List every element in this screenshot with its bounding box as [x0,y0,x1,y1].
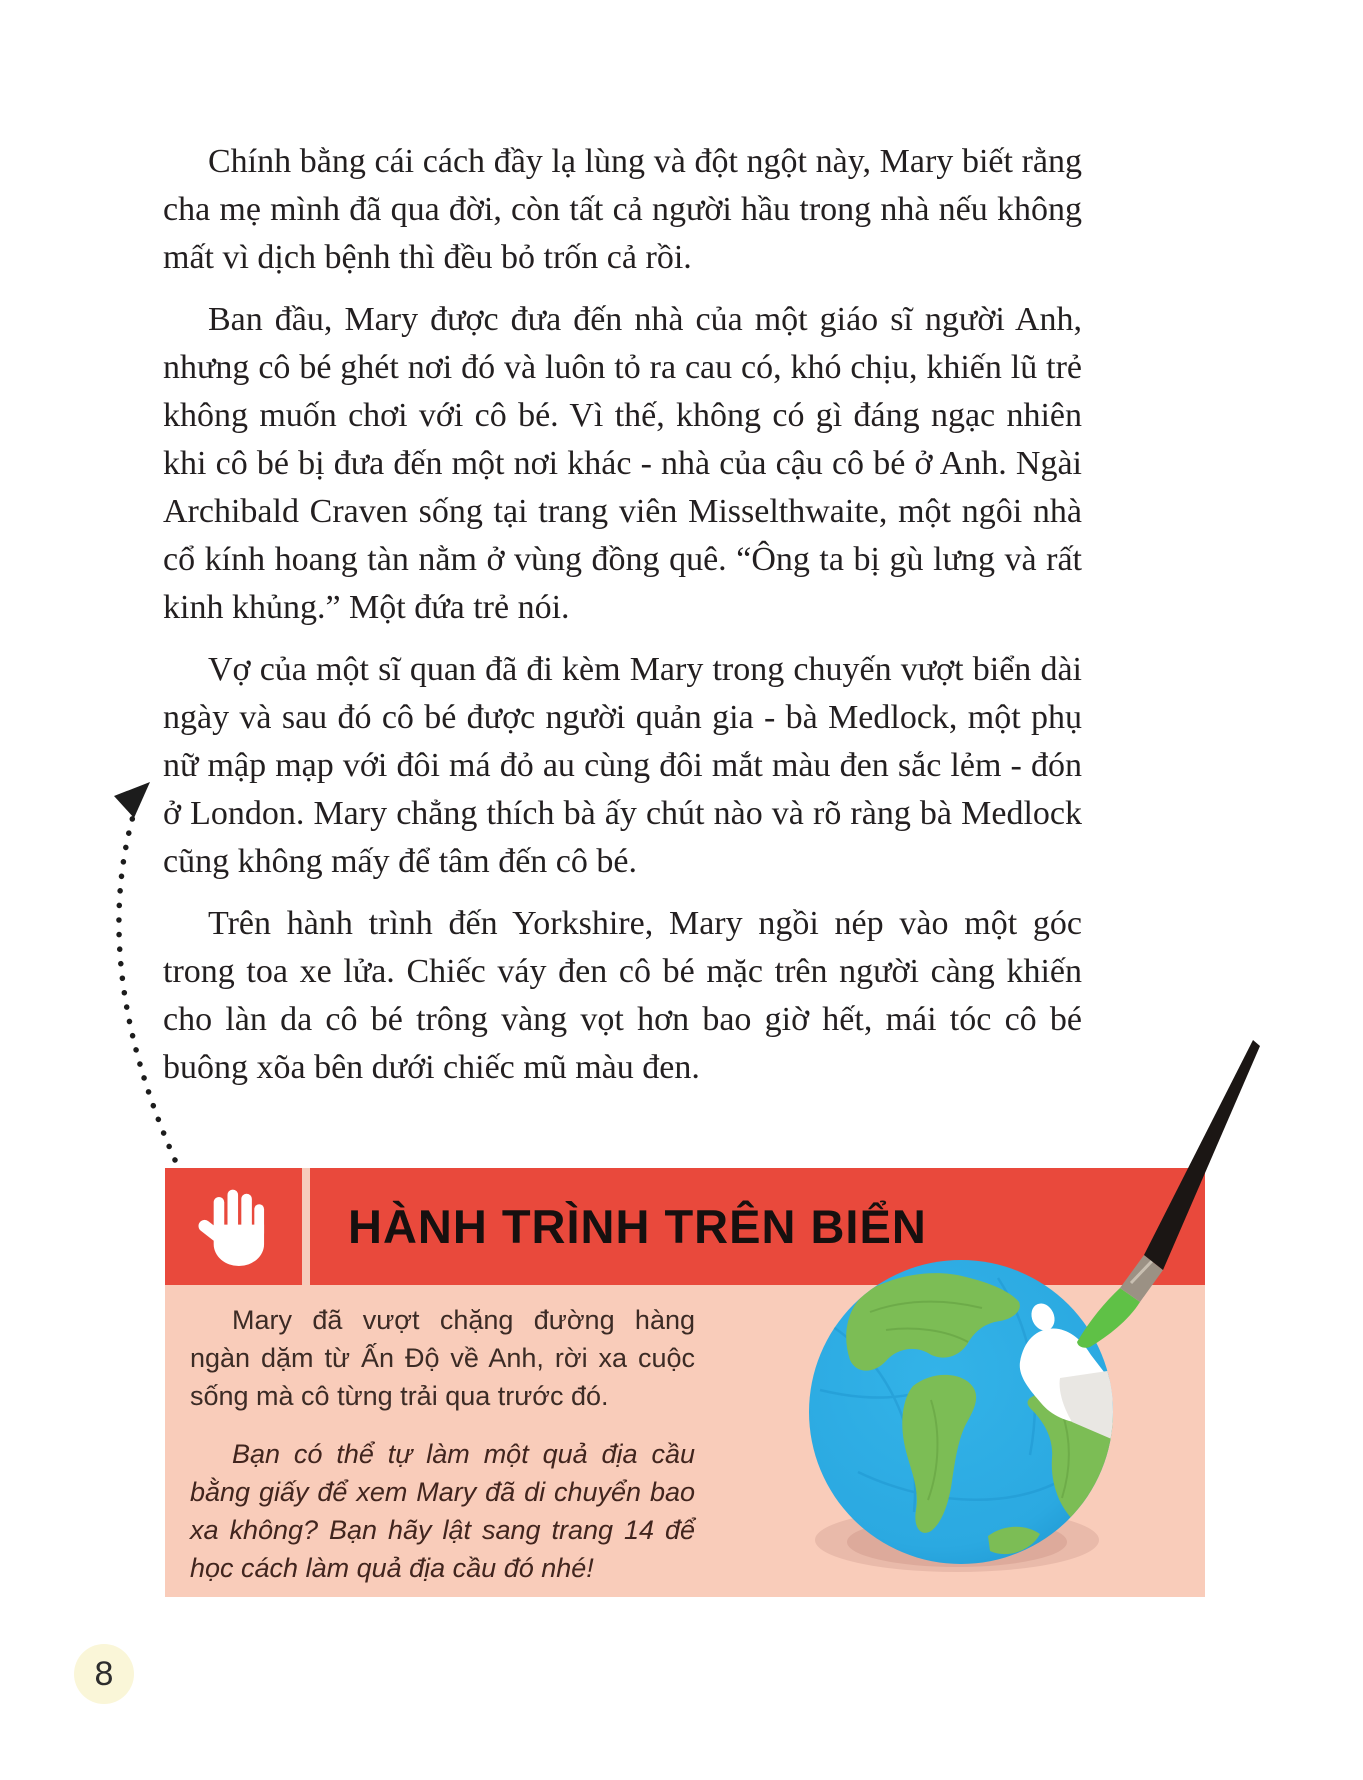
feature-body-paragraph: Mary đã vượt chặng đường hàng ngàn dặm từ Ấn Độ về Anh, rời xa cuộc sống mà cô từng trải qua trước đó. [190,1305,695,1411]
feature-banner [165,1168,1205,1285]
paragraph-4: Trên hành trình đến Yorkshire, Mary ngồi nép vào một góc trong toa xe lửa. Chiếc váy đen cô bé mặc trên người càng khiến cho làn da cô bé trông vàng vọt hơn bao giờ hết, mái tóc cô bé buông xõa bên dưới chiếc mũ màu đen. [163,905,1082,1086]
feature-box [165,1285,1205,1597]
arrowhead-icon [114,782,150,818]
banner-divider [302,1168,310,1285]
feature-text [190,1301,695,1607]
feature-hint-paragraph: Bạn có thể tự làm một quả địa cầu bằng giấy để xem Mary đã di chuyển bao xa không? Bạn hãy lật sang trang 14 để học cách làm quả địa cầu đó nhé! [190,1439,695,1583]
story-text [163,138,1082,1106]
paragraph-2: Ban đầu, Mary được đưa đến nhà của một giáo sĩ người Anh, nhưng cô bé ghét nơi đó và luôn tỏ ra cau có, khó chịu, khiến lũ trẻ không muốn chơi với cô bé. Vì thế, không có gì đáng ngạc nhiên khi cô bé bị đưa đến một nơi khác - nhà của cậu cô bé ở Anh. Ngài Archibald Craven sống tại trang viên Misselthwaite, một ngôi nhà cổ kính hoang tàn nằm ở vùng đồng quê. “Ông ta bị gù lưng và rất kinh khủng.” Một đứa trẻ nói. [163,301,1082,626]
paragraph-1: Chính bằng cái cách đầy lạ lùng và đột ngột này, Mary biết rằng cha mẹ mình đã qua đời, còn tất cả người hầu trong nhà nếu không mất vì dịch bệnh thì đều bỏ trốn cả rồi. [163,143,1082,276]
page-number [74,1644,134,1704]
paragraph-3: Vợ của một sĩ quan đã đi kèm Mary trong chuyến vượt biển dài ngày và sau đó cô bé được người quản gia - bà Medlock, một phụ nữ mập mạp với đôi má đỏ au cùng đôi mắt màu đen sắc lẻm - đón ở London. Mary chẳng thích bà ấy chút nào và rõ ràng bà Medlock cũng không mấy để tâm đến cô bé. [163,651,1082,880]
feature-title: HÀNH TRÌNH TRÊN BIỂN [348,1200,927,1253]
hand-icon [165,1168,302,1285]
page-number-value: 8 [94,1654,114,1693]
